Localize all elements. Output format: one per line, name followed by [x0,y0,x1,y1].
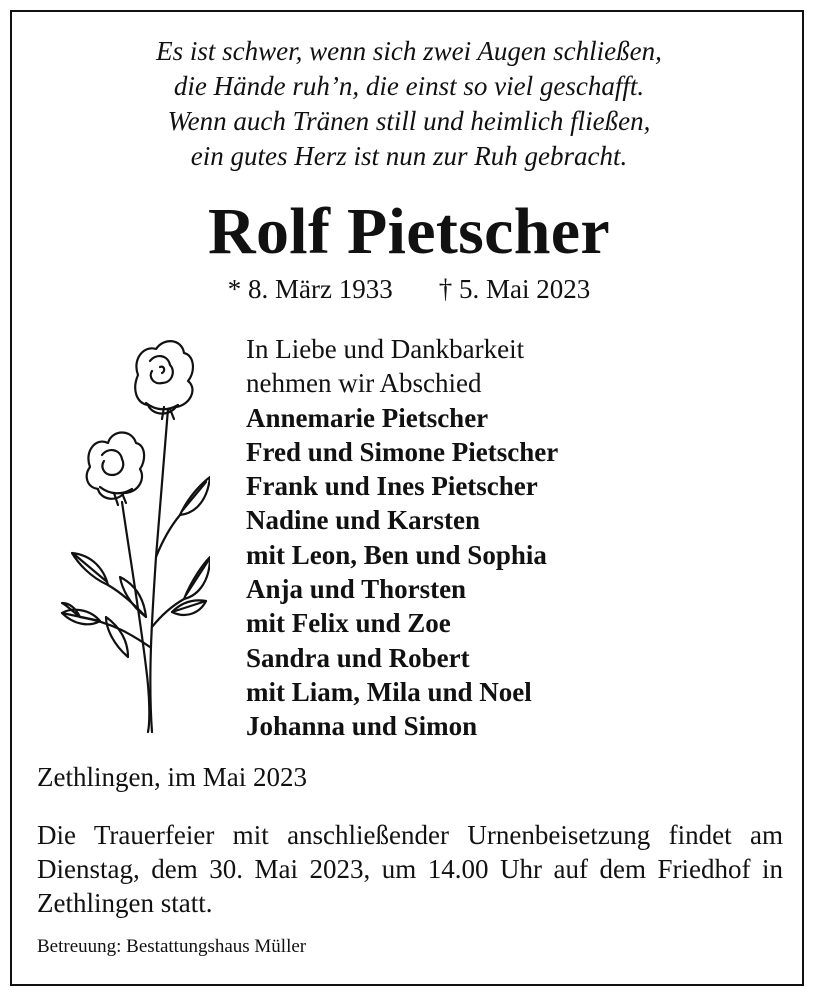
family-member: Annemarie Pietscher [246,402,489,433]
life-dates [12,272,806,306]
birth-date: * 8. März 1933 [227,274,393,304]
poem-line: die Hände ruh’n, die einst so viel geschafft. [173,71,645,101]
family-member: Nadine und Karsten [246,505,481,536]
intro-line: nehmen wir Abschied [246,368,482,399]
family-member: Johanna und Simon [246,711,478,742]
poem-line: Wenn auch Tränen still und heimlich fließen, [167,106,651,136]
place-date: Zethlingen, im Mai 2023 [37,762,307,792]
rose-illustration-icon [60,327,210,737]
family-list [246,332,558,744]
poem-line: ein gutes Herz ist nun zur Ruh gebracht. [190,141,628,171]
ceremony-text: Die Trauerfeier mit anschließender Urnenbeisetzung findet am Dienstag, dem 30. Mai 2023, um 14.00 Uhr auf dem Friedhof in Zethlingen statt. [37,820,783,918]
family-member: mit Liam, Mila und Noel [246,676,532,707]
family-member: mit Felix und Zoe [246,608,451,639]
memorial-poem [12,34,806,174]
ceremony-info [37,818,783,920]
death-date: † 5. Mai 2023 [438,274,591,304]
obituary-notice [10,10,804,986]
intro-line: In Liebe und Dankbarkeit [246,334,525,364]
deceased-name: Rolf Pietscher [208,195,610,268]
family-member: Sandra und Robert [246,642,470,673]
family-member: mit Leon, Ben und Sophia [246,539,547,570]
family-member: Anja und Thorsten [246,574,467,605]
family-member: Frank und Ines Pietscher [246,471,538,502]
poem-line: Es ist schwer, wenn sich zwei Augen schließen, [156,36,662,66]
family-member: Fred und Simone Pietscher [246,436,559,467]
funeral-home-credit: Betreuung: Bestattungshaus Müller [37,936,307,957]
